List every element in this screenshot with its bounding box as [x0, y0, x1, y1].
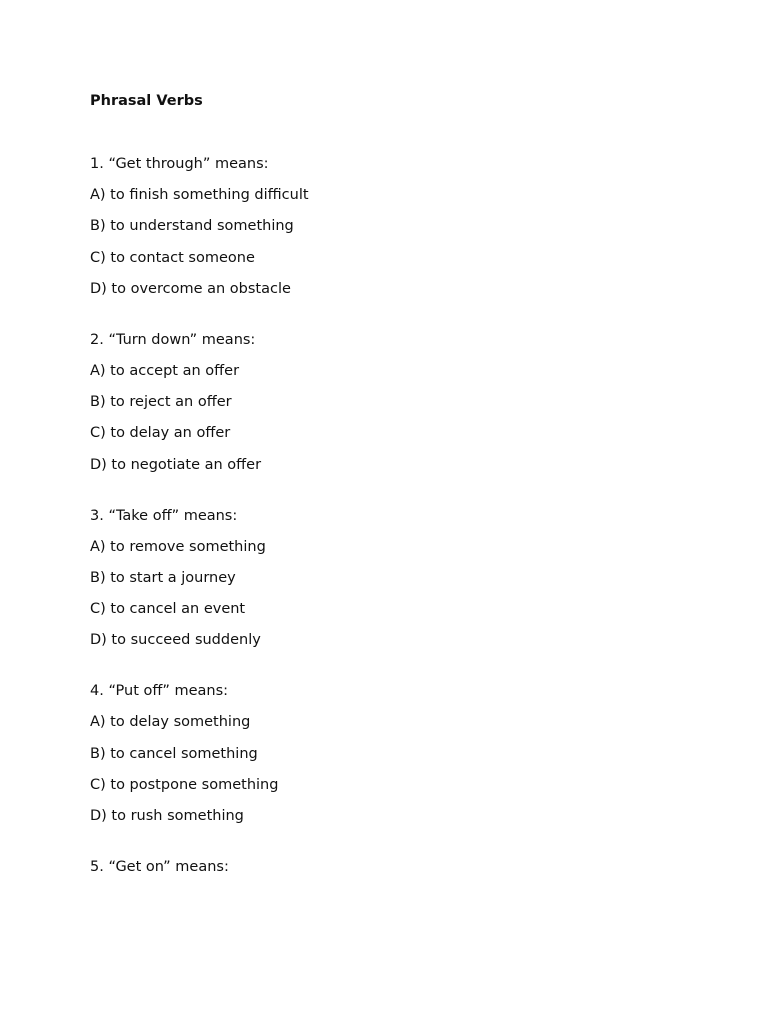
options-list: [90, 185, 690, 299]
option-a: A) to finish something difficult: [90, 187, 309, 204]
option-a: A) to delay something: [90, 714, 251, 731]
option-b: B) to cancel something: [90, 745, 258, 762]
option-d: D) to negotiate an offer: [90, 456, 262, 473]
option-a: A) to remove something: [90, 538, 266, 555]
option-d: D) to overcome an obstacle: [90, 280, 291, 297]
question-1: [90, 154, 690, 299]
option-c: C) to cancel an event: [90, 601, 246, 618]
question-text: 5. “Get on” means:: [90, 859, 229, 875]
option-b: B) to start a journey: [90, 569, 236, 586]
option-c: C) to delay an offer: [90, 425, 231, 442]
question-text: 1. “Get through” means:: [90, 156, 269, 172]
question-text: 4. “Put off” means:: [90, 683, 229, 700]
question-3: [90, 506, 690, 651]
question-text: 2. “Turn down” means:: [90, 331, 256, 348]
question-text: 3. “Take off” means:: [90, 507, 238, 524]
options-list: [90, 537, 690, 651]
option-d: D) to succeed suddenly: [90, 632, 261, 649]
option-d: D) to rush something: [90, 808, 244, 824]
document-title: Phrasal Verbs: [90, 93, 203, 109]
question-4: [90, 681, 690, 826]
options-list: [90, 712, 690, 826]
option-b: B) to reject an offer: [90, 394, 232, 411]
document-page: [90, 91, 690, 908]
question-2: [90, 330, 690, 475]
option-a: A) to accept an offer: [90, 362, 240, 379]
option-c: C) to contact someone: [90, 249, 255, 266]
option-c: C) to postpone something: [90, 776, 279, 793]
question-5: [90, 857, 690, 877]
option-b: B) to understand something: [90, 218, 294, 235]
options-list: [90, 361, 690, 475]
